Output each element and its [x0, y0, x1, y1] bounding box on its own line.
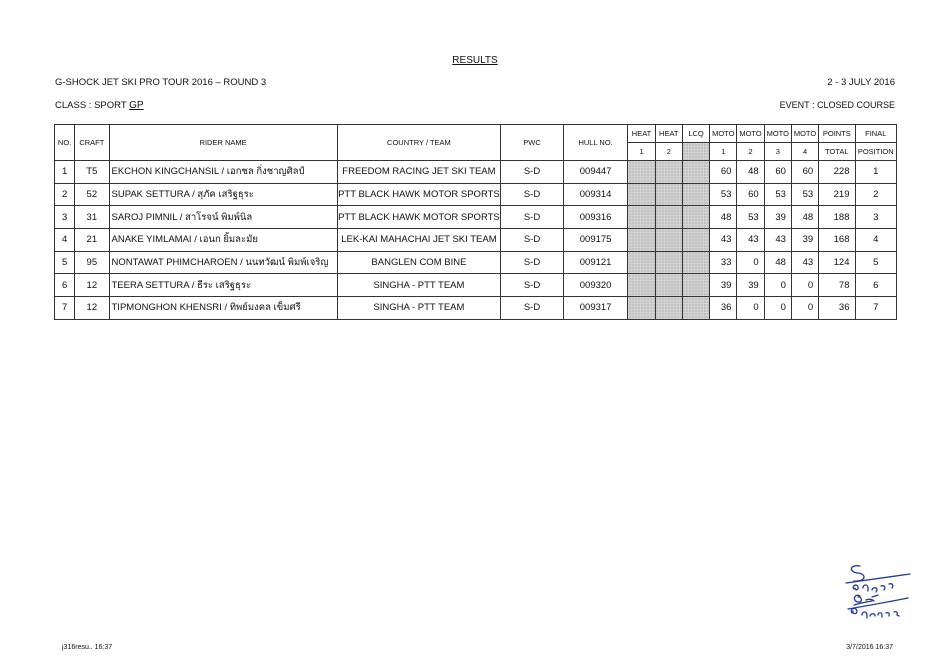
- cell-pwc: S-D: [501, 251, 564, 274]
- cell-craft: 12: [75, 297, 109, 320]
- cell-pwc: S-D: [501, 183, 564, 206]
- cell-no: 5: [55, 251, 75, 274]
- cell-heat2: [655, 274, 682, 297]
- cell-moto3: 0: [764, 297, 791, 320]
- cell-moto1: 53: [710, 183, 737, 206]
- cell-moto4: 60: [791, 161, 818, 184]
- cell-team: SINGHA - PTT TEAM: [337, 297, 501, 320]
- cell-final: 4: [855, 229, 897, 252]
- cell-total: 188: [819, 206, 855, 229]
- col-header-team: COUNTRY / TEAM: [337, 125, 501, 161]
- cell-hull: 009314: [563, 183, 628, 206]
- cell-moto1: 39: [710, 274, 737, 297]
- cell-moto1: 36: [710, 297, 737, 320]
- table-row: [55, 206, 897, 229]
- cell-lcq: [682, 251, 709, 274]
- cell-craft: T5: [75, 161, 109, 184]
- col-header-lcq: LCQ: [682, 125, 709, 143]
- cell-heat1: [628, 274, 655, 297]
- cell-moto1: 48: [710, 206, 737, 229]
- cell-moto2: 53: [737, 206, 764, 229]
- cell-final: 1: [855, 161, 897, 184]
- cell-moto3: 53: [764, 183, 791, 206]
- table-row: [55, 183, 897, 206]
- footer-timestamp: 3/7/2016 16:37: [846, 644, 893, 651]
- event-name: G-SHOCK JET SKI PRO TOUR 2016 – ROUND 3: [55, 77, 267, 88]
- handwritten-signature: [836, 560, 916, 630]
- cell-total: 219: [819, 183, 855, 206]
- cell-moto2: 0: [737, 251, 764, 274]
- cell-heat1: [628, 251, 655, 274]
- col-subheader-moto4: 4: [791, 143, 818, 161]
- col-header-moto1: MOTO: [710, 125, 737, 143]
- cell-team: PTT BLACK HAWK MOTOR SPORTS: [337, 183, 501, 206]
- cell-heat2: [655, 297, 682, 320]
- class-value: GP: [129, 100, 144, 111]
- cell-heat1: [628, 229, 655, 252]
- col-subheader-moto3: 3: [764, 143, 791, 161]
- cell-rider: SUPAK SETTURA / สุภัค เสริฐธุระ: [109, 183, 337, 206]
- cell-moto4: 0: [791, 274, 818, 297]
- cell-lcq: [682, 183, 709, 206]
- cell-lcq: [682, 229, 709, 252]
- cell-heat2: [655, 183, 682, 206]
- cell-team: BANGLEN COM BINE: [337, 251, 501, 274]
- col-subheader-heat2: 2: [655, 143, 682, 161]
- cell-rider: EKCHON KINGCHANSIL / เอกชล กิ่งชาญศิลป์: [109, 161, 337, 184]
- cell-final: 3: [855, 206, 897, 229]
- header-row: [55, 125, 897, 143]
- cell-hull: 009121: [563, 251, 628, 274]
- table-row: [55, 161, 897, 184]
- col-header-rider: RIDER NAME: [109, 125, 337, 161]
- cell-moto1: 33: [710, 251, 737, 274]
- cell-final: 6: [855, 274, 897, 297]
- cell-rider: TEERA SETTURA / ธีระ เสริฐธุระ: [109, 274, 337, 297]
- col-header-moto3: MOTO: [764, 125, 791, 143]
- cell-moto4: 0: [791, 297, 818, 320]
- cell-hull: 009320: [563, 274, 628, 297]
- cell-moto3: 60: [764, 161, 791, 184]
- cell-moto2: 43: [737, 229, 764, 252]
- cell-moto2: 60: [737, 183, 764, 206]
- cell-hull: 009316: [563, 206, 628, 229]
- cell-pwc: S-D: [501, 229, 564, 252]
- cell-moto3: 0: [764, 274, 791, 297]
- cell-moto4: 48: [791, 206, 818, 229]
- cell-moto4: 53: [791, 183, 818, 206]
- cell-craft: 52: [75, 183, 109, 206]
- cell-rider: NONTAWAT PHIMCHAROEN / นนทวัฒน์ พิมพ์เจริญ: [109, 251, 337, 274]
- cell-total: 124: [819, 251, 855, 274]
- cell-final: 7: [855, 297, 897, 320]
- cell-heat2: [655, 229, 682, 252]
- cell-hull: 009175: [563, 229, 628, 252]
- cell-craft: 95: [75, 251, 109, 274]
- cell-moto2: 48: [737, 161, 764, 184]
- col-subheader-moto1: 1: [710, 143, 737, 161]
- cell-moto2: 0: [737, 297, 764, 320]
- cell-pwc: S-D: [501, 297, 564, 320]
- col-header-moto2: MOTO: [737, 125, 764, 143]
- cell-heat2: [655, 161, 682, 184]
- cell-pwc: S-D: [501, 206, 564, 229]
- cell-no: 1: [55, 161, 75, 184]
- cell-total: 228: [819, 161, 855, 184]
- cell-heat1: [628, 206, 655, 229]
- col-header-heat1: HEAT: [628, 125, 655, 143]
- table-row: [55, 274, 897, 297]
- cell-rider: SAROJ PIMNIL / สาโรจน์ พิมพ์นิล: [109, 206, 337, 229]
- results-table: [54, 124, 897, 320]
- col-header-pwc: PWC: [501, 125, 564, 161]
- table-row: [55, 229, 897, 252]
- col-header-moto4: MOTO: [791, 125, 818, 143]
- cell-lcq: [682, 161, 709, 184]
- cell-pwc: S-D: [501, 274, 564, 297]
- event-date: 2 - 3 JULY 2016: [827, 77, 895, 88]
- page-title: RESULTS: [452, 55, 498, 66]
- cell-no: 6: [55, 274, 75, 297]
- col-header-points: POINTS: [819, 125, 855, 143]
- cell-heat2: [655, 206, 682, 229]
- col-header-craft: CRAFT: [75, 125, 109, 161]
- col-header-heat2: HEAT: [655, 125, 682, 143]
- cell-lcq: [682, 297, 709, 320]
- cell-moto2: 39: [737, 274, 764, 297]
- class-line: [55, 100, 144, 111]
- col-subheader-moto2: 2: [737, 143, 764, 161]
- cell-team: PTT BLACK HAWK MOTOR SPORTS: [337, 206, 501, 229]
- class-label: CLASS : SPORT: [55, 100, 130, 111]
- cell-final: 5: [855, 251, 897, 274]
- cell-moto4: 39: [791, 229, 818, 252]
- table-row: [55, 251, 897, 274]
- cell-no: 2: [55, 183, 75, 206]
- cell-final: 2: [855, 183, 897, 206]
- cell-rider: TIPMONGHON KHENSRI / ทิพย์มงคล เข็มศรี: [109, 297, 337, 320]
- cell-total: 36: [819, 297, 855, 320]
- col-subheader-final: POSITION: [855, 143, 897, 161]
- cell-craft: 31: [75, 206, 109, 229]
- cell-rider: ANAKE YIMLAMAI / เอนก ยิ้มละมัย: [109, 229, 337, 252]
- cell-pwc: S-D: [501, 161, 564, 184]
- event-type: EVENT : CLOSED COURSE: [779, 100, 895, 110]
- cell-lcq: [682, 206, 709, 229]
- cell-moto1: 60: [710, 161, 737, 184]
- cell-heat2: [655, 251, 682, 274]
- cell-total: 168: [819, 229, 855, 252]
- table-row: [55, 297, 897, 320]
- cell-team: FREEDOM RACING JET SKI TEAM: [337, 161, 501, 184]
- cell-moto3: 43: [764, 229, 791, 252]
- cell-total: 78: [819, 274, 855, 297]
- cell-moto1: 43: [710, 229, 737, 252]
- cell-no: 4: [55, 229, 75, 252]
- col-header-final: FINAL: [855, 125, 897, 143]
- cell-team: LEK-KAI MAHACHAI JET SKI TEAM: [337, 229, 501, 252]
- cell-no: 3: [55, 206, 75, 229]
- col-header-no: NO.: [55, 125, 75, 161]
- cell-heat1: [628, 161, 655, 184]
- cell-lcq: [682, 274, 709, 297]
- cell-hull: 009317: [563, 297, 628, 320]
- cell-moto3: 39: [764, 206, 791, 229]
- col-subheader-points: TOTAL: [819, 143, 855, 161]
- cell-heat1: [628, 297, 655, 320]
- cell-no: 7: [55, 297, 75, 320]
- cell-heat1: [628, 183, 655, 206]
- cell-team: SINGHA - PTT TEAM: [337, 274, 501, 297]
- cell-hull: 009447: [563, 161, 628, 184]
- col-header-hull: HULL NO.: [563, 125, 628, 161]
- cell-craft: 21: [75, 229, 109, 252]
- col-subheader-lcq: [682, 143, 709, 161]
- cell-craft: 12: [75, 274, 109, 297]
- col-subheader-heat1: 1: [628, 143, 655, 161]
- cell-moto4: 43: [791, 251, 818, 274]
- footer-file-info: j316resu.. 16:37: [62, 644, 113, 651]
- cell-moto3: 48: [764, 251, 791, 274]
